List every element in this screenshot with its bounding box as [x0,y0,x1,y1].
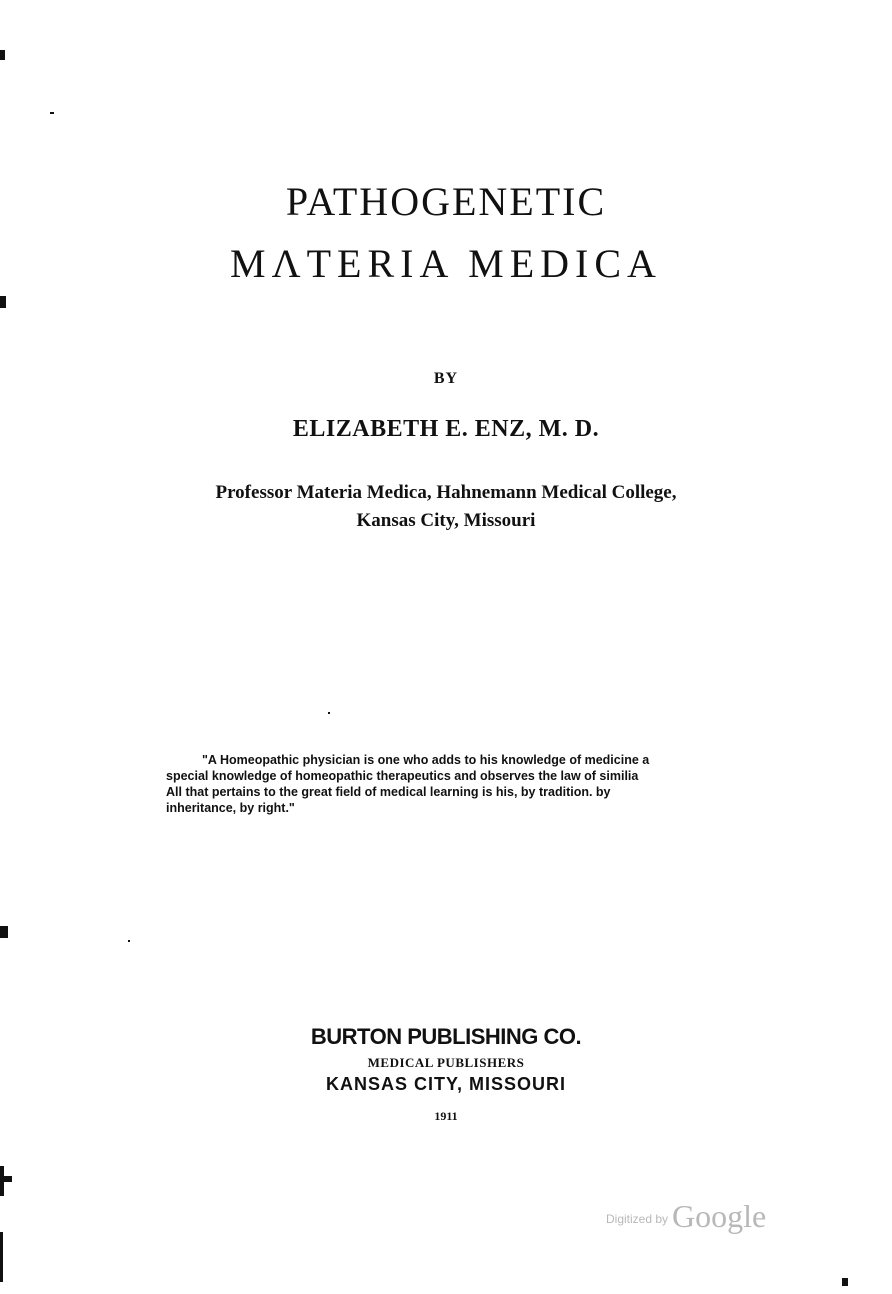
publisher-city: KANSAS CITY, MISSOURI [325,1074,567,1094]
scan-mark [842,1278,848,1286]
digitized-watermark [606,1198,766,1235]
scan-mark [0,296,6,308]
author-affiliation-line-1: Professor Materia Medica, Hahnemann Medical College, [215,482,677,503]
watermark-brand: Google [672,1198,767,1234]
epigraph-quote [166,752,726,816]
publication-year: 1911 [434,1109,458,1123]
publisher-name: BURTON PUBLISHING CO. [310,1024,582,1049]
scan-mark [0,50,5,60]
scan-mark [0,926,8,938]
epigraph-line: All that pertains to the great field of medical learning is his, by tradition. by [166,785,611,799]
byline: BY [433,370,459,387]
book-title-line-2: MΛTERIA MEDICA [230,241,662,286]
watermark-prefix: Digitized by [606,1212,669,1226]
scan-mark [0,1232,3,1282]
book-title-line-1: PATHOGENETIC [285,179,607,224]
scan-mark [128,940,130,942]
epigraph-line: special knowledge of homeopathic therapeutics and observes the law of similia [166,769,639,783]
author-affiliation-line-2: Kansas City, Missouri [356,510,536,531]
publisher-subtitle: MEDICAL PUBLISHERS [367,1055,525,1070]
author-name: ELIZABETH E. ENZ, M. D. [292,416,600,442]
scan-mark [50,112,54,114]
scan-mark [0,1176,12,1182]
epigraph-line: inheritance, by right." [166,801,295,815]
scan-mark [328,712,330,714]
epigraph-line: "A Homeopathic physician is one who adds to his knowledge of medicine a [202,753,650,767]
